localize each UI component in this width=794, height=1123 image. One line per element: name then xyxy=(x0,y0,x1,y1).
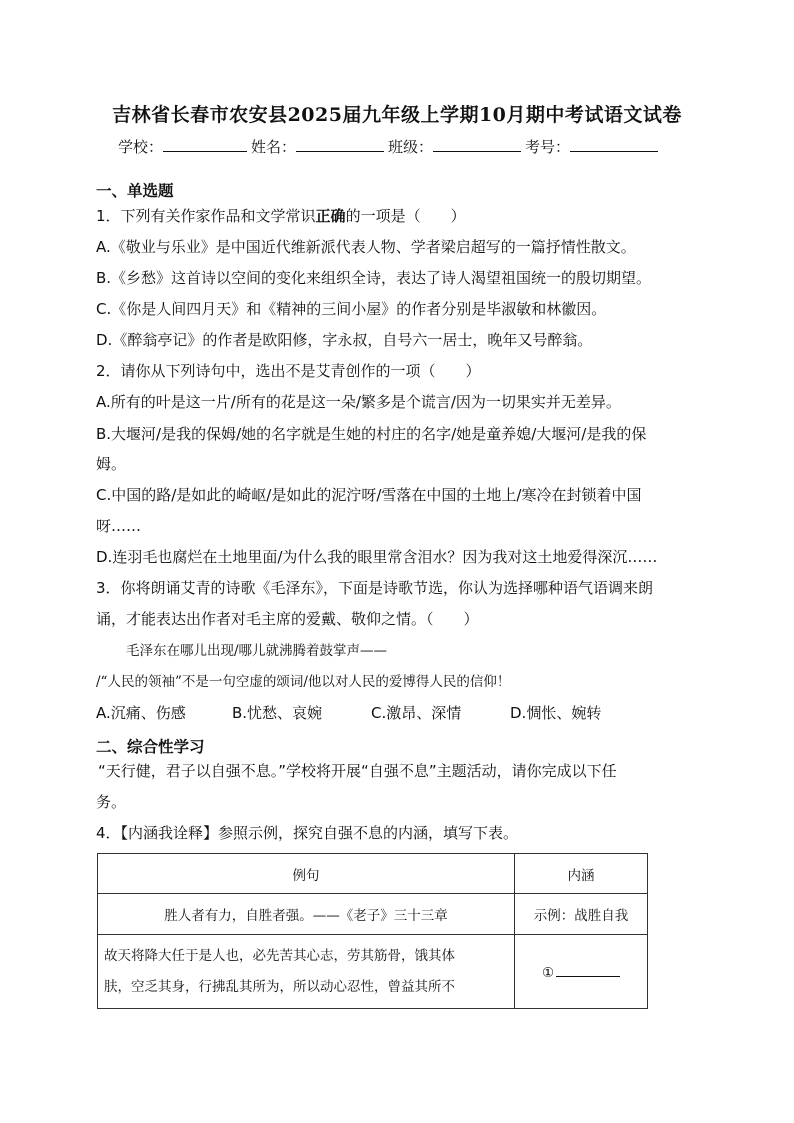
table-cell-example-2 xyxy=(98,935,515,1009)
name-blank[interactable] xyxy=(296,137,384,152)
q3-stem-line2: 诵，才能表达出作者对毛主席的爱戴、敬仰之情。（ ） xyxy=(96,610,479,628)
section-heading-single-choice: 一、单选题 xyxy=(96,182,174,200)
q1-option-a: A.《敬业与乐业》是中国近代维新派代表人物、学者梁启超写的一篇抒情性散文。 xyxy=(96,238,636,256)
student-info-line xyxy=(118,136,662,157)
meaning-table xyxy=(97,853,648,1009)
q3-option-c: C.激昂、深情 xyxy=(371,704,462,722)
q3-option-d: D.惆怅、婉转 xyxy=(510,704,602,722)
number-blank[interactable] xyxy=(570,137,658,152)
q2-option-b-line1: B.大堰河/是我的保姆/她的名字就是生她的村庄的名字/她是童养媳/大堰河/是我的保 xyxy=(96,425,647,443)
table-cell-example-2-line2: 肤，空乏其身，行拂乱其所为，所以动心忍性，曾益其所不 xyxy=(104,978,455,995)
s2-intro-line2: 务。 xyxy=(96,793,127,811)
q2-option-c-line1: C.中国的路/是如此的崎岖/是如此的泥泞呀/雪落在中国的土地上/寒冷在封锁着中国 xyxy=(96,486,642,504)
number-label: 考号： xyxy=(525,138,571,156)
table-cell-example-2-line1: 故天将降大任于是人也，必先苦其心志，劳其筋骨，饿其体 xyxy=(104,947,455,964)
q1-option-d: D.《醉翁亭记》的作者是欧阳修，字永叔，自号六一居士，晚年又号醉翁。 xyxy=(96,331,593,349)
table-header-row xyxy=(98,854,648,894)
q1-option-c: C.《你是人间四月天》和《精神的三间小屋》的作者分别是毕淑敏和林徽因。 xyxy=(96,300,607,318)
section-heading-comprehensive: 二、综合性学习 xyxy=(96,738,205,756)
q1-stem-bold: 正确 xyxy=(315,207,346,225)
class-label: 班级： xyxy=(388,138,434,156)
s2-intro-line1: “天行健，君子以自强不息。”学校将开展“自强不息”主题活动，请你完成以下任 xyxy=(98,762,617,780)
answer-blank[interactable] xyxy=(556,963,620,977)
q3-poem-line1: 毛泽东在哪儿出现/哪儿就沸腾着鼓掌声—— xyxy=(126,643,388,659)
q2-option-c-line2: 呀…… xyxy=(96,517,142,535)
table-cell-meaning-1: 示例：战胜自我 xyxy=(515,894,648,935)
q3-poem-line2: /“人民的领袖”不是一句空虚的颂词/他以对人民的爱博得人民的信仰！ xyxy=(96,674,511,690)
q1-stem-b: 的一项是（ ） xyxy=(345,207,466,225)
q1-stem xyxy=(96,206,466,226)
q1-option-b: B.《乡愁》这首诗以空间的变化来组织全诗，表达了诗人渴望祖国统一的殷切期望。 xyxy=(96,269,652,287)
q2-stem: 2．请你从下列诗句中，选出不是艾青创作的一项（ ） xyxy=(96,362,481,380)
q2-option-d: D.连羽毛也腐烂在土地里面/为什么我的眼里常含泪水？因为我对这土地爱得深沉…… xyxy=(96,548,658,566)
table-cell-meaning-2 xyxy=(515,935,648,1009)
q3-option-b: B.忧愁、哀婉 xyxy=(232,704,323,722)
q1-stem-a: 1．下列有关作家作品和文学常识 xyxy=(96,207,316,225)
exam-title: 吉林省长春市农安县2025届九年级上学期10月期中考试语文试卷 xyxy=(112,104,682,126)
q4-stem: 4．【内涵我诠释】参照示例，探究自强不息的内涵，填写下表。 xyxy=(96,824,519,842)
q3-stem-line1: 3．你将朗诵艾青的诗歌《毛泽东》，下面是诗歌节选，你认为选择哪种语气语调来朗 xyxy=(96,579,654,597)
answer-marker: ① xyxy=(541,964,555,981)
name-label: 姓名： xyxy=(251,138,297,156)
school-blank[interactable] xyxy=(163,137,247,152)
table-row xyxy=(98,935,648,1009)
table-header-example: 例句 xyxy=(98,854,515,894)
table-row xyxy=(98,894,648,935)
school-label: 学校： xyxy=(118,138,164,156)
q2-option-a: A.所有的叶是这一片/所有的花是这一朵/繁多是个谎言/因为一切果实并无差异。 xyxy=(96,393,621,411)
table-cell-example-1: 胜人者有力，自胜者强。——《老子》三十三章 xyxy=(98,894,515,935)
table-header-meaning: 内涵 xyxy=(515,854,648,894)
q3-option-a: A.沉痛、伤感 xyxy=(96,704,186,722)
class-blank[interactable] xyxy=(433,137,521,152)
q2-option-b-line2: 姆。 xyxy=(96,455,127,473)
